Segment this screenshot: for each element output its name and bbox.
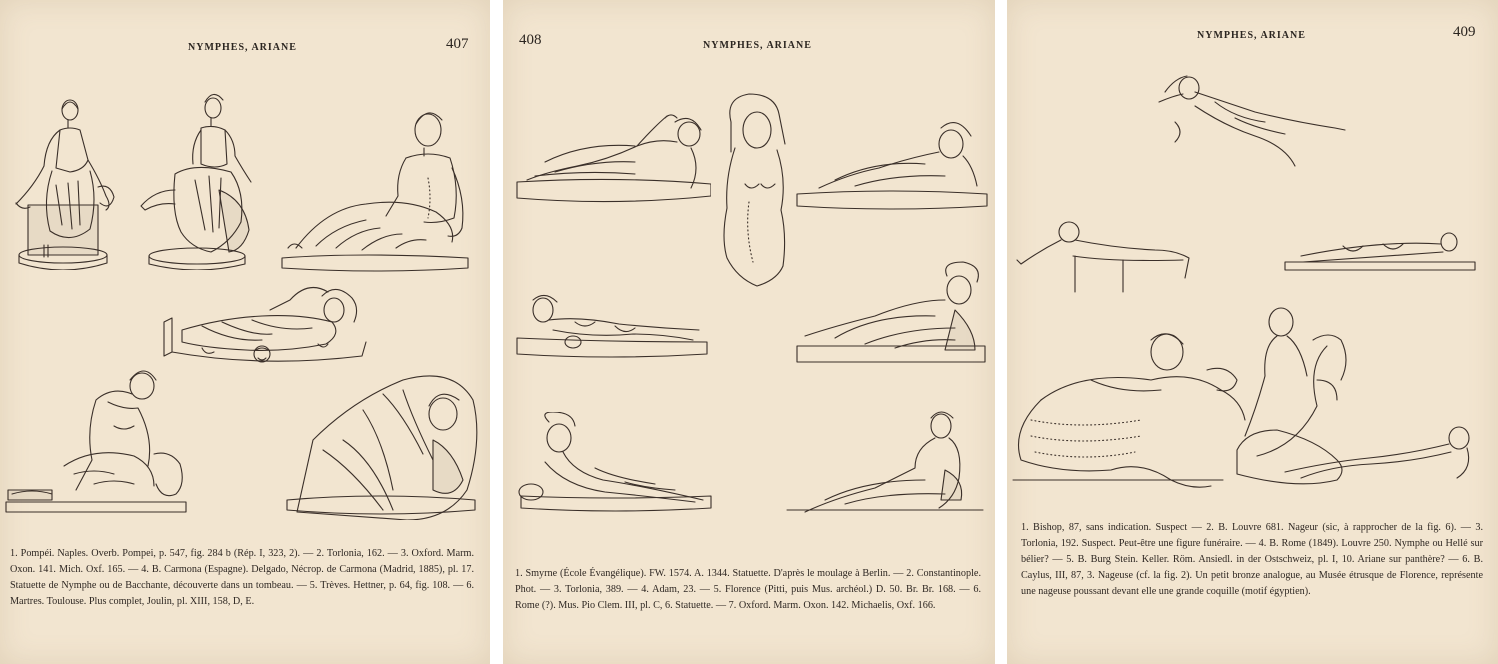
statue-figure-6: [1279, 424, 1489, 494]
statue-figure-1: [8, 95, 116, 270]
page-number: 407: [446, 36, 469, 52]
statue-figure-5: [795, 260, 989, 370]
statue-figure-4: [162, 282, 368, 378]
running-header: NYMPHES, ARIANE: [1197, 30, 1306, 41]
statue-figure-4: [515, 292, 709, 366]
caption-text: 1. Smyrne (École Évangélique). FW. 1574. A. 1344. Statuette. D'après le moulage à Berlin. — 2. Constantinople. Phot. — 3. Torlonia, 389. — 4. Adam, 23. — 5. Florence (Pitti, puis Mus. archéol.) D. 50. Br. Br. 168. — 6. Rome (?). Mus. Pio Clem. III, pl. C, 6. Statuette. — 7. Oxford. Marm. Oxon. 142. Michaelis, Oxf. 166.: [515, 568, 981, 611]
statue-figure-5: [4, 366, 190, 516]
caption-text: 1. Pompéi. Naples. Overb. Pompei, p. 547, fig. 284 b (Rép. I, 323, 2). — 2. Torlonia, 162. — 3. Oxford. Marm. Oxon. 141. Mich. Oxf. 165. — 4. B. Carmona (Espagne). Delgado, Nécrop. de Carmona (Madrid, 1885), pl. 17. Statuette de Nymphe ou de Bacchante, découverte dans un tombeau. — 5. Trèves. Hettner, p. 64, fig. 108. — 6. Martres. Toulouse. Plus complet, Joulin, pl. XIII, 158, D, E.: [10, 548, 474, 607]
page-408: [503, 0, 995, 664]
page-409: [1007, 0, 1498, 664]
statue-figure-2: [135, 90, 260, 270]
figure-caption: [10, 546, 474, 610]
caption-text: 1. Bishop, 87, sans indication. Suspect — 2. B. Louvre 681. Nageur (sic, à rapprocher de la fig. 6). — 3. Torlonia, 192. Suspect. Peut-être une figure funéraire. — 4. B. Rome (1849). Louvre 250. Nymphe ou Hellé sur bélier? — 5. B. Burg Stein. Keller. Röm. Ansiedl. in der Ostschweiz, pl. I, 10. Ariane sur panthère? — 6. B. Caylus, III, 87, 3. Nageuse (cf. la fig. 2). Un petit bronze analogue, au Musée étrusque de Florence, représente une nageuse poussant devant elle une grande coquille (motif égyptien).: [1021, 522, 1483, 597]
figure-caption: [515, 566, 981, 614]
running-header: NYMPHES, ARIANE: [703, 40, 812, 51]
statue-figure-2: [1013, 220, 1193, 294]
figure-caption: [1021, 520, 1483, 600]
statue-figure-1: [515, 112, 711, 206]
statue-figure-1: [1155, 72, 1351, 176]
statue-figure-3: [795, 118, 989, 212]
statue-figure-6: [515, 412, 715, 522]
page-407: [0, 0, 490, 664]
page-number: 409: [1453, 24, 1476, 40]
page-number: 408: [519, 32, 542, 48]
statue-figure-3: [276, 108, 476, 274]
statue-figure-3: [1283, 230, 1479, 274]
running-header: NYMPHES, ARIANE: [188, 42, 297, 53]
statue-figure-6: [283, 370, 479, 520]
statue-figure-2: [709, 92, 799, 288]
statue-figure-7: [785, 410, 985, 520]
statue-figure-4: [1011, 330, 1247, 496]
